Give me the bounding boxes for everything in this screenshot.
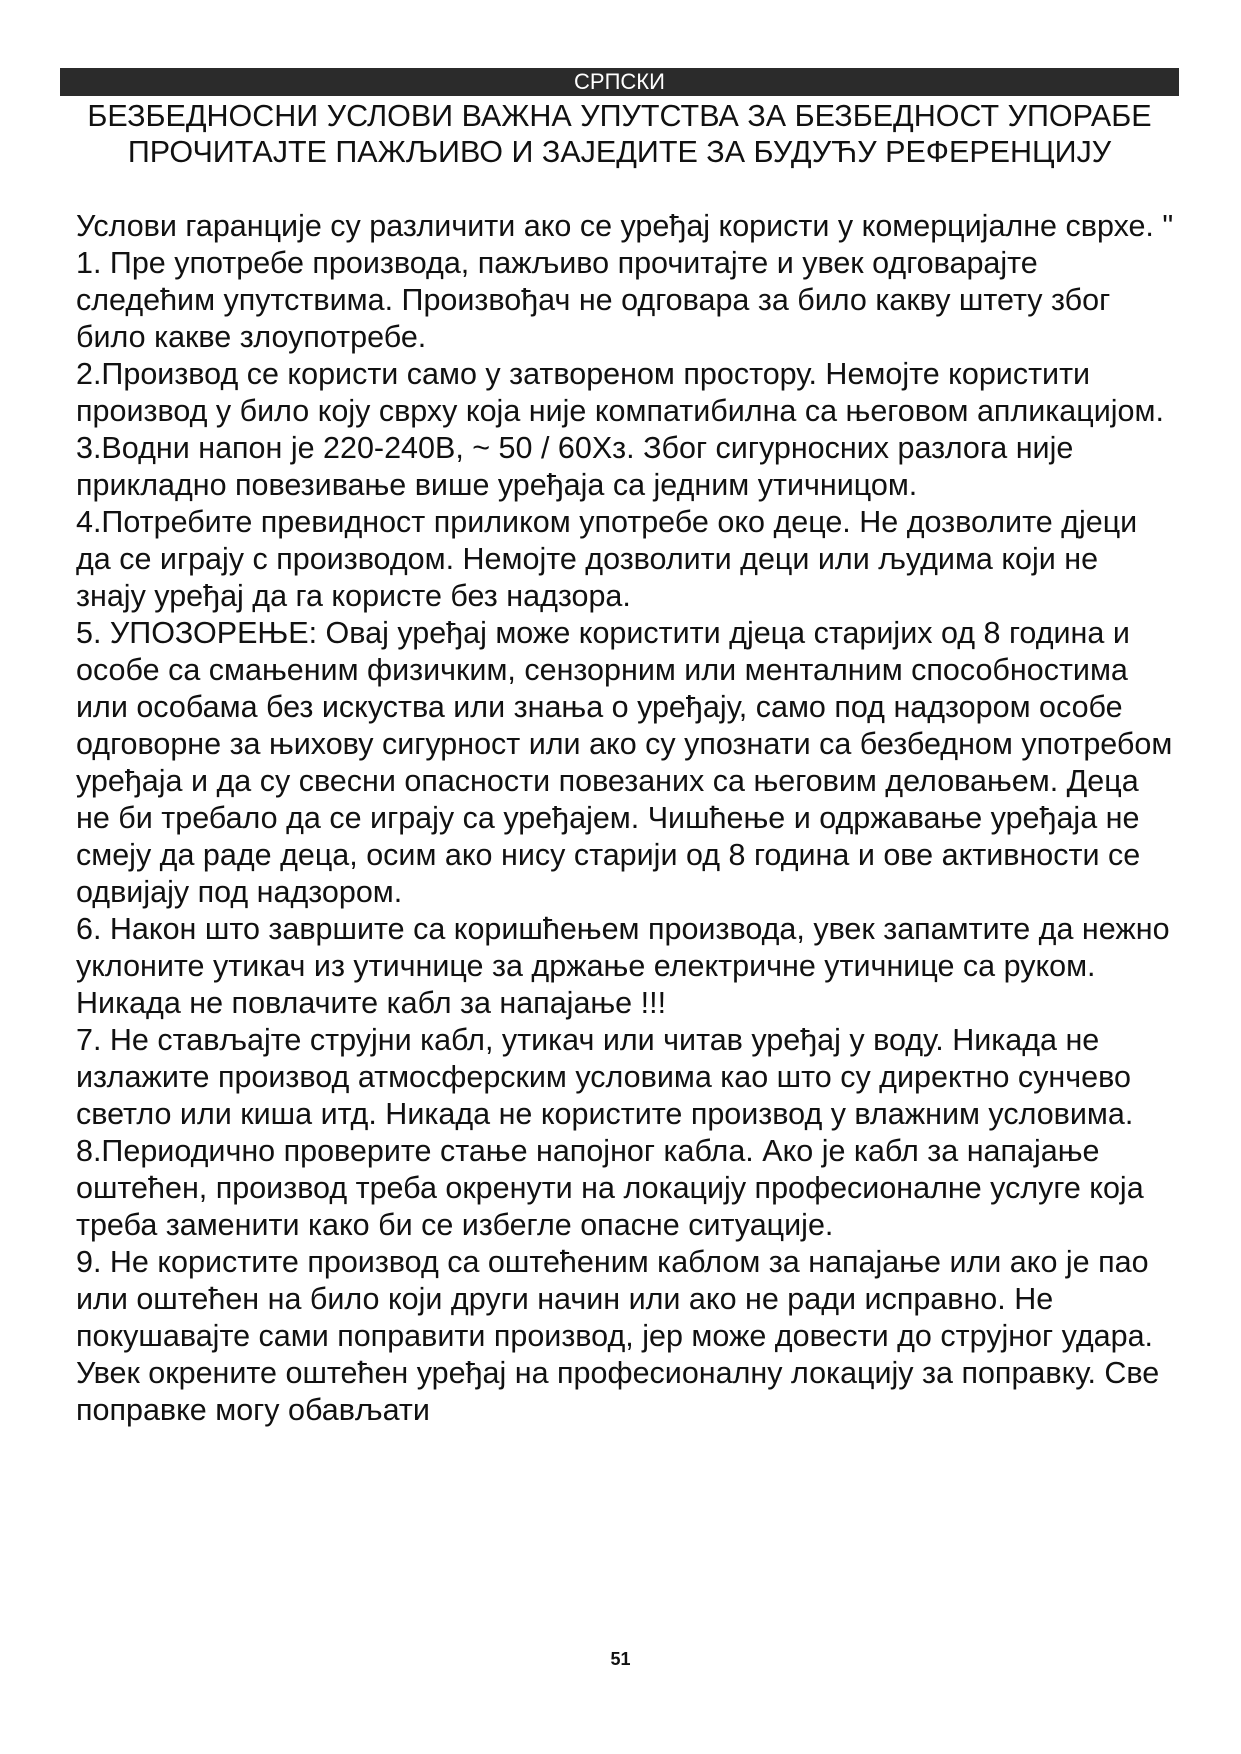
instruction-item-6: 6. Након што завршите са коришћењем производа, увек запамтите да нежно уклоните утикач из утичнице за држање електричне утичнице са руком. Никада не повлачите кабл за напајање !!! <box>76 912 1170 1020</box>
instruction-item-5: 5. УПОЗОРЕЊЕ: Овај уређај може користити дјеца старијих од 8 година и особе са смањеним физичким, сензорним или менталним способностима или особама без искуства или знања о уређају, само под надзором особе одговорне за њихову сигурност или ако су упознати са безбедном употребом уређаја и да су свесни опасности повезаних са његовим деловањем. Деца не би требало да се играју са уређајем. Чишћење и одржавање уређаја не смеју да раде деца, осим ако нису старији од 8 година и ове активности се одвијају под надзором. <box>76 616 1173 909</box>
instruction-item-8: 8.Периодично проверите стање напојног кабла. Ако је кабл за напајање оштећен, производ треба окренути на локацију професионалне услуге која треба заменити како би се избегле опасне ситуације. <box>76 1134 1144 1242</box>
instruction-item-2: 2.Производ се користи само у затвореном простору. Немојте користити производ у било коју сврху која није компатибилна са његовом апликацијом. <box>76 357 1164 428</box>
instruction-item-4: 4.Потребите превидност приликом употребе око деце. Не дозволите дјеци да се играју с производом. Немојте дозволити деци или људима који не знају уређај да га користе без надзора. <box>76 505 1138 613</box>
instruction-item-7: 7. Не стављајте струјни кабл, утикач или читав уређај у воду. Никада не излажите производ атмосферским условима као што су директно сунчево светло или киша итд. Никада не користите производ у влажним условима. <box>76 1023 1134 1131</box>
document-title: БЕЗБЕДНОСНИ УСЛОВИ ВАЖНА УПУТСТВА ЗА БЕЗБЕДНОСТ УПОРАБЕ ПРОЧИТАЈТЕ ПАЖЉИВО И ЗАЈЕДИТЕ ЗА БУДУЋУ РЕФЕРЕНЦИЈУ <box>87 99 1152 169</box>
instruction-item-1: 1. Пре употребе производа, пажљиво прочитајте и увек одговарајте следећим упутствима. Произвођач не одговара за било какву штету због било какве злоупотребе. <box>76 246 1111 354</box>
safety-instructions <box>76 208 1176 1429</box>
language-header-bar: СРПСКИ <box>60 68 1179 96</box>
page-number: 51 <box>610 1649 631 1669</box>
instruction-item-3: 3.Водни напон је 220-240В, ~ 50 / 60Хз. Због сигурносних разлога није прикладно повезивање више уређаја са једним утичницом. <box>76 431 1074 502</box>
warranty-intro: Услови гаранције су различити ако се уређај користи у комерцијалне сврхе. " <box>76 209 1174 243</box>
instruction-item-9: 9. Не користите производ са оштећеним каблом за напајање или ако је пао или оштећен на било који други начин или ако не ради исправно. Не покушавајте сами поправити производ, јер може довести до струјног удара. Увек окрените оштећен уређај на професионалну локацију за поправку. Све поправке могу обављати <box>76 1245 1160 1427</box>
